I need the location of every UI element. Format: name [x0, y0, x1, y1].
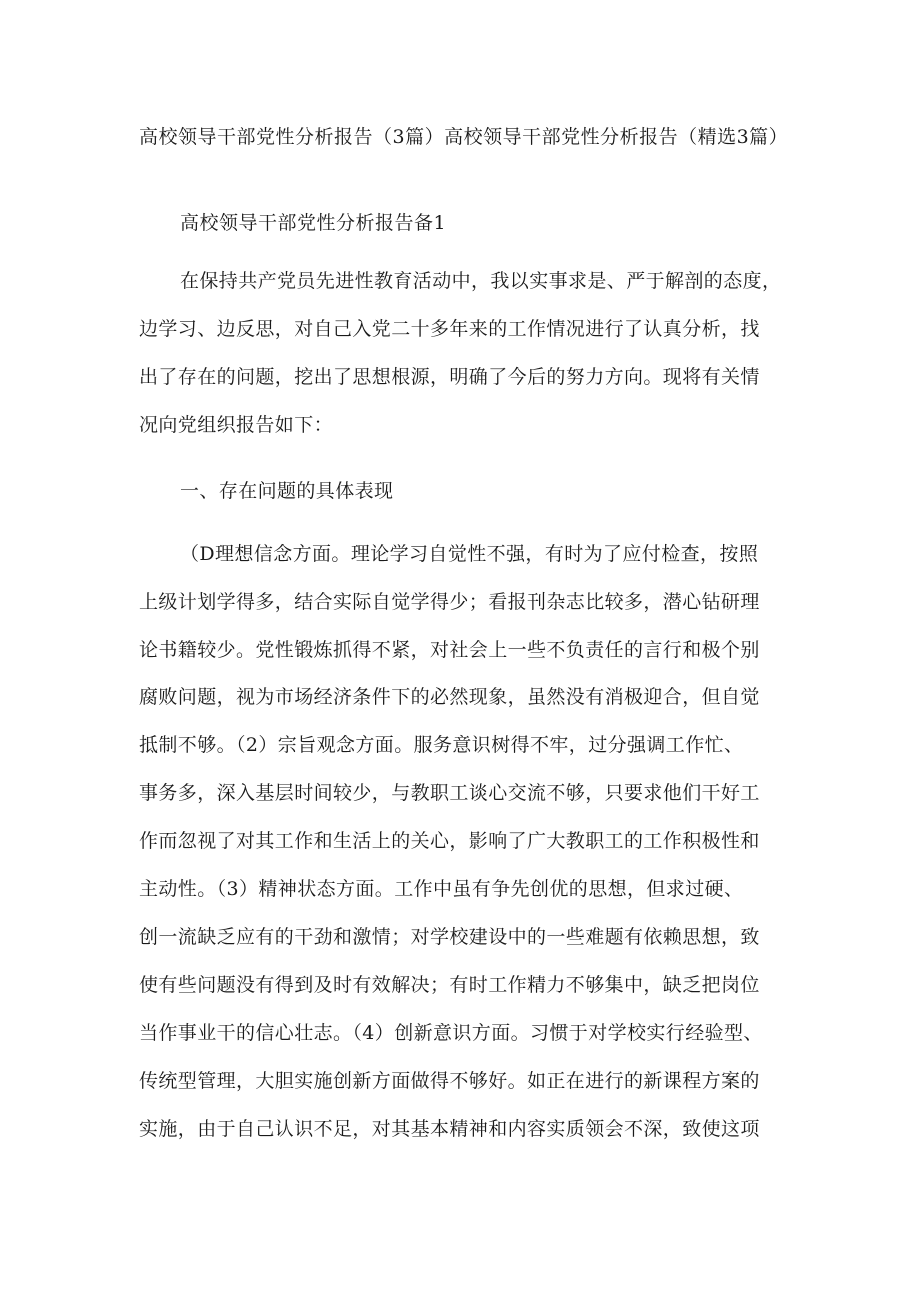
body-line: 腐败问题，视为市场经济条件下的必然现象，虽然没有消极迎合，但自觉 [139, 686, 760, 708]
body-line: 上级计划学得多，结合实际自觉学得少；看报刊杂志比较多，潜心钻研理 [139, 591, 760, 613]
body-line: 当作事业干的信心壮志。（4）创新意识方面。习惯于对学校实行经验型、 [139, 1022, 763, 1044]
intro-line: 边学习、边反思，对自己入党二十多年来的工作情况进行了认真分析，找 [139, 318, 760, 340]
body-line: 实施，由于自己认识不足，对其基本精神和内容实质领会不深，致使这项 [139, 1118, 760, 1140]
body-line: 抵制不够。（2）宗旨观念方面。服务意识树得不牢，过分强调工作忙、 [139, 734, 744, 756]
body-line: 论书籍较少。党性锻炼抓得不紧，对社会上一些不负责任的言行和极个别 [139, 639, 760, 661]
section-heading: 一、存在问题的具体表现 [180, 480, 394, 502]
body-line: （D理想信念方面。理论学习自觉性不强，有时为了应付检查，按照 [180, 543, 759, 565]
body-line: 创一流缺乏应有的干劲和激情；对学校建设中的一些难题有依赖思想，致 [139, 926, 760, 948]
intro-line: 况向党组织报告如下： [139, 414, 334, 436]
body-line: 作而忽视了对其工作和生活上的关心，影响了广大教职工的工作积极性和 [139, 830, 760, 852]
document-title: 高校领导干部党性分析报告（3篇）高校领导干部党性分析报告（精选3篇） [139, 126, 789, 148]
intro-line: 出了存在的问题，挖出了思想根源，明确了今后的努力方向。现将有关情 [139, 366, 760, 388]
body-line: 主动性。（3）精神状态方面。工作中虽有争先创优的思想，但求过硬、 [139, 878, 744, 900]
intro-line: 在保持共产党员先进性教育活动中，我以实事求是、严于解剖的态度， [180, 270, 782, 292]
body-line: 事务多，深入基层时间较少，与教职工谈心交流不够，只要求他们干好工 [139, 782, 760, 804]
body-line: 传统型管理，大胆实施创新方面做得不够好。如正在进行的新课程方案的 [139, 1070, 760, 1092]
body-line: 使有些问题没有得到及时有效解决；有时工作精力不够集中，缺乏把岗位 [139, 974, 760, 996]
document-subtitle: 高校领导干部党性分析报告备1 [180, 212, 447, 234]
